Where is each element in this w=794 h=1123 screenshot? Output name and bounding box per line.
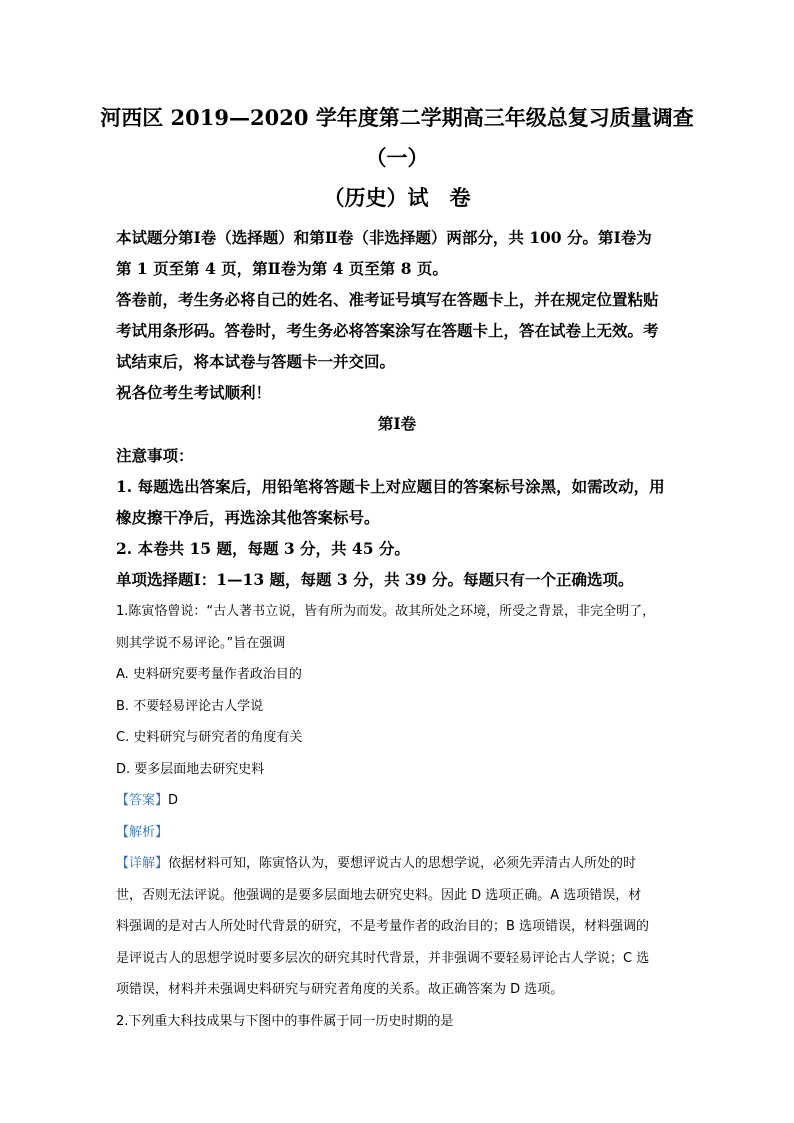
single-choice-instruction: 单项选择题Ⅰ：1—13 题，每题 3 分，共 39 分。每题只有一个正确选项。 — [116, 570, 634, 589]
exam-subtitle: （一） — [365, 145, 429, 170]
detail-line: 世，否则无法评说。他强调的是要多层面地去研究史料。因此 D 选项正确。A 选项错误，材 — [116, 887, 642, 903]
question-1 — [116, 596, 686, 1037]
note-line: 橡皮擦干净后，再选涂其他答案标号。 — [116, 508, 380, 527]
note-line: 2. 本卷共 15 题，每题 3 分，共 45 分。 — [116, 539, 410, 558]
exam-instructions — [116, 222, 686, 408]
analysis-line — [116, 817, 686, 849]
exam-title: 河西区 2019—2020 学年度第二学期高三年级总复习质量调查 — [100, 105, 694, 130]
detail-line: 是评说古人的思想学说时要多层次的研究其时代背景，并非强调不要轻易评论古人学说；C 选 — [116, 950, 650, 966]
detail-line: 料强调的是对古人所处时代背景的研究，不是考量作者的政治目的；B 选项错误，材料强调的 — [116, 919, 650, 934]
exam-subject: （历史）试 卷 — [323, 185, 471, 210]
detail-label: 【详解】 — [116, 856, 169, 871]
option-b: B. 不要轻易评论古人学说 — [116, 698, 264, 714]
detail-line — [116, 848, 686, 880]
detail-line: 项错误，材料并未强调史料研究与研究者角度的关系。故正确答案为 D 选项。 — [116, 982, 564, 997]
detail-text: 依据材料可知，陈寅恪认为，要想评说古人的思想学说，必须先弄清古人所处的时 — [168, 856, 637, 871]
option-d: D. 要多层面地去研究史料 — [116, 761, 265, 777]
instruction-line: 试结束后，将本试卷与答题卡一并交回。 — [116, 352, 396, 371]
instruction-line: 答卷前，考生务必将自己的姓名、准考证号填写在答题卡上，并在规定位置粘贴 — [116, 290, 659, 309]
answer-line — [116, 785, 686, 817]
note-line: 1. 每题选出答案后，用铅笔将答题卡上对应题目的答案标号涂黑，如需改动，用 — [116, 477, 665, 496]
instruction-line: 考试用条形码。答卷时，考生务必将答案涂写在答题卡上，答在试卷上无效。考 — [116, 321, 659, 340]
question-stem: 则其学说不易评论。”旨在强调 — [116, 635, 286, 651]
answer-value: D — [168, 793, 179, 808]
question-stem: 1.陈寅恪曾说：“古人著书立说，皆有所为而发。故其所处之环境，所受之背景，非完全明了， — [116, 604, 656, 619]
answer-label: 【答案】 — [116, 793, 169, 808]
notes-block — [116, 440, 686, 595]
notes-title: 注意事项： — [116, 446, 194, 465]
instruction-line: 第 1 页至第 4 页，第Ⅱ卷为第 4 页至第 8 页。 — [116, 259, 448, 278]
section-heading: 第Ⅰ卷 — [377, 414, 417, 433]
question-2-stem: 2.下列重大科技成果与下图中的事件属于同一历史时期的是 — [116, 1013, 454, 1029]
option-c: C. 史料研究与研究者的角度有关 — [116, 730, 303, 745]
analysis-label: 【解析】 — [116, 824, 169, 840]
instruction-line: 祝各位考生考试顺利！ — [116, 383, 272, 402]
option-a: A. 史料研究要考量作者政治目的 — [116, 667, 302, 682]
instruction-line: 本试题分第Ⅰ卷（选择题）和第Ⅱ卷（非选择题）两部分，共 100 分。第Ⅰ卷为 — [116, 228, 652, 247]
